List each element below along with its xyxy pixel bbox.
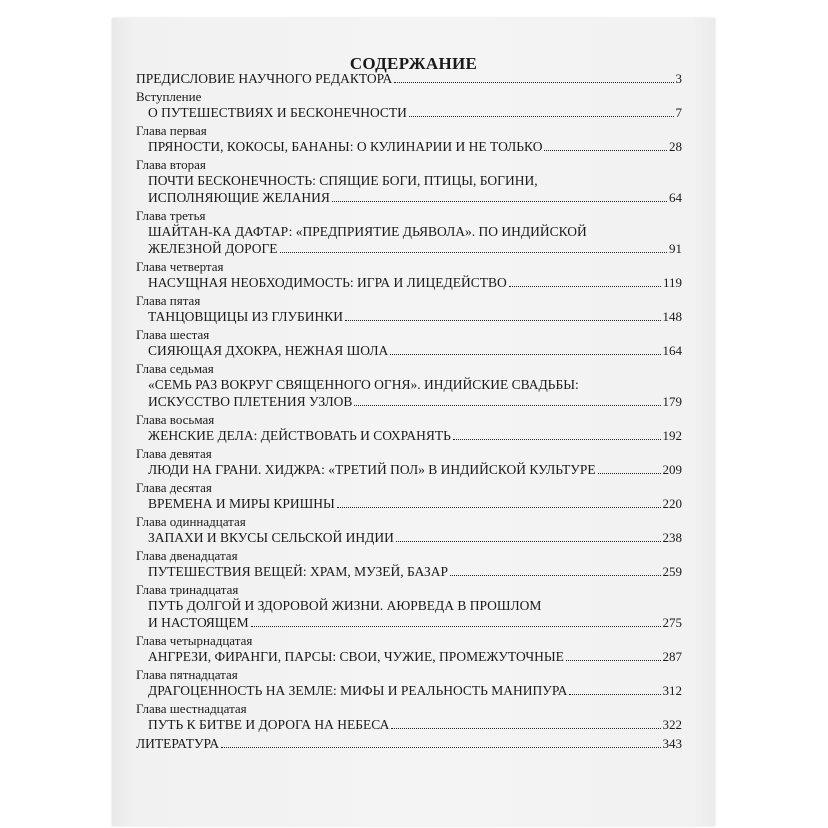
chapter-title: ЛИТЕРАТУРА [136,736,220,751]
toc-title-line-with-page [148,529,682,546]
page-number: 220 [662,496,682,511]
chapter-label: Глава первая [136,123,207,138]
dot-leader [221,746,660,748]
chapter-title: ВРЕМЕНА И МИРЫ КРИШНЫ [148,496,335,511]
chapter-label: Глава седьмая [136,361,214,376]
toc-title-line-with-page [148,682,682,699]
toc-title-line-with-page [148,716,682,733]
chapter-label: Глава шестая [136,327,210,342]
chapter-title: ЖЕЛЕЗНОЙ ДОРОГЕ [148,241,278,256]
chapter-label: Глава вторая [136,157,206,172]
chapter-title: О ПУТЕШЕСТВИЯХ И БЕСКОНЕЧНОСТИ [148,105,407,120]
chapter-label: Глава двенадцатая [136,548,238,563]
page-number: 312 [662,683,682,698]
chapter-label: Глава шестнадцатая [136,701,247,716]
dot-leader [390,353,660,355]
chapter-title: ПРЯНОСТИ, КОКОСЫ, БАНАНЫ: О КУЛИНАРИИ И НЕ ТОЛЬКО [148,139,543,154]
toc-title-line-with-page [136,70,682,87]
page-title: СОДЕРЖАНИЕ [349,54,478,73]
page-number: 64 [669,190,682,205]
dot-leader [453,438,661,440]
toc-title-line: ПОЧТИ БЕСКОНЕЧНОСТЬ: СПЯЩИЕ БОГИ, ПТИЦЫ, БОГИНИ, [148,173,538,188]
dot-leader [332,200,667,202]
page-number: 275 [662,615,682,630]
chapter-title: ПУТЕШЕСТВИЯ ВЕЩЕЙ: ХРАМ, МУЗЕЙ, БАЗАР [148,564,448,579]
dot-leader [598,472,661,474]
chapter-label: Глава четырнадцатая [136,633,253,648]
chapter-title: И НАСТОЯЩЕМ [148,615,249,630]
chapter-title: ДРАГОЦЕННОСТЬ НА ЗЕМЛЕ: МИФЫ И РЕАЛЬНОСТЬ МАНИПУРА [148,683,568,698]
chapter-label: Глава пятая [136,293,201,308]
chapter-title: ИСПОЛНЯЮЩИЕ ЖЕЛАНИЯ [148,190,330,205]
toc-title-line-with-page [148,240,682,257]
dot-leader [391,727,660,729]
toc-title-line: «СЕМЬ РАЗ ВОКРУГ СВЯЩЕННОГО ОГНЯ». ИНДИЙСКИЕ СВАДЬБЫ: [148,377,579,392]
toc-title-line-with-page [148,563,682,580]
toc-title-line: ШАЙТАН-КА ДАФТАР: «ПРЕДПРИЯТИЕ ДЬЯВОЛА». ПО ИНДИЙСКОЙ [148,224,587,239]
toc-title-line-with-page [148,648,682,665]
dot-leader [394,81,673,83]
toc-title-line: ПУТЬ ДОЛГОЙ И ЗДОРОВОЙ ЖИЗНИ. АЮРВЕДА В ПРОШЛОМ [148,598,542,613]
toc-title-line-with-page [148,342,682,359]
toc-title-line-with-page [148,427,682,444]
page-number: 259 [662,564,682,579]
toc-title-line-with-page [148,461,682,478]
page-number: 322 [662,717,682,732]
toc-title-line-with-page [148,104,682,121]
chapter-label: Вступление [136,89,202,104]
chapter-label: Глава девятая [136,446,212,461]
chapter-title: ПУТЬ К БИТВЕ И ДОРОГА НА НЕБЕСА [148,717,390,732]
dot-leader [251,625,661,627]
chapter-title: АНГРЕЗИ, ФИРАНГИ, ПАРСЫ: СВОИ, ЧУЖИЕ, ПРОМЕЖУТОЧНЫЕ [148,649,564,664]
chapter-title: ИСКУССТВО ПЛЕТЕНИЯ УЗЛОВ [148,394,353,409]
chapter-title: ЛЮДИ НА ГРАНИ. ХИДЖРА: «ТРЕТИЙ ПОЛ» В ИНДИЙСКОЙ КУЛЬТУРЕ [148,462,596,477]
toc-title-line-with-page [148,274,682,291]
dot-leader [280,251,667,253]
page-number: 91 [669,241,682,256]
toc-title-line-with-page [148,614,682,631]
toc-title-line-with-page [148,138,682,155]
toc-title-line-with-page [148,393,682,410]
dot-leader [345,319,660,321]
page-number: 28 [669,139,682,154]
page-number: 119 [662,275,682,290]
dot-leader [450,574,661,576]
dot-leader [337,506,661,508]
dot-leader [566,659,661,661]
dot-leader [509,285,661,287]
page-number: 209 [662,462,682,477]
page-number: 148 [662,309,682,324]
chapter-title: ЖЕНСКИЕ ДЕЛА: ДЕЙСТВОВАТЬ И СОХРАНЯТЬ [148,428,451,443]
dot-leader [544,149,667,151]
toc-title-line-with-page [148,308,682,325]
chapter-title: ТАНЦОВЩИЦЫ ИЗ ГЛУБИНКИ [148,309,344,324]
book-page [112,18,715,826]
chapter-label: Глава третья [136,208,206,223]
toc-title-line-with-page [136,735,682,752]
dot-leader [396,540,661,542]
chapter-label: Глава четвертая [136,259,224,274]
page-number: 287 [662,649,682,664]
dot-leader [409,115,674,117]
toc-title-line-with-page [148,189,682,206]
chapter-title: ПРЕДИСЛОВИЕ НАУЧНОГО РЕДАКТОРА [136,71,393,86]
page-number: 179 [662,394,682,409]
chapter-title: ЗАПАХИ И ВКУСЫ СЕЛЬСКОЙ ИНДИИ [148,530,394,545]
chapter-label: Глава пятнадцатая [136,667,238,682]
page-number: 3 [675,71,682,86]
chapter-label: Глава одиннадцатая [136,514,246,529]
dot-leader [354,404,660,406]
page-number: 164 [662,343,682,358]
chapter-title: НАСУЩНАЯ НЕОБХОДИМОСТЬ: ИГРА И ЛИЦЕДЕЙСТВО [148,275,507,290]
chapter-title: СИЯЮЩАЯ ДХОКРА, НЕЖНАЯ ШОЛА [148,343,389,358]
page-number: 192 [662,428,682,443]
chapter-label: Глава десятая [136,480,212,495]
page-number: 238 [662,530,682,545]
chapter-label: Глава тринадцатая [136,582,239,597]
page-number: 7 [675,105,682,120]
dot-leader [569,693,660,695]
toc-title-line-with-page [148,495,682,512]
chapter-label: Глава восьмая [136,412,215,427]
page-number: 343 [662,736,682,751]
